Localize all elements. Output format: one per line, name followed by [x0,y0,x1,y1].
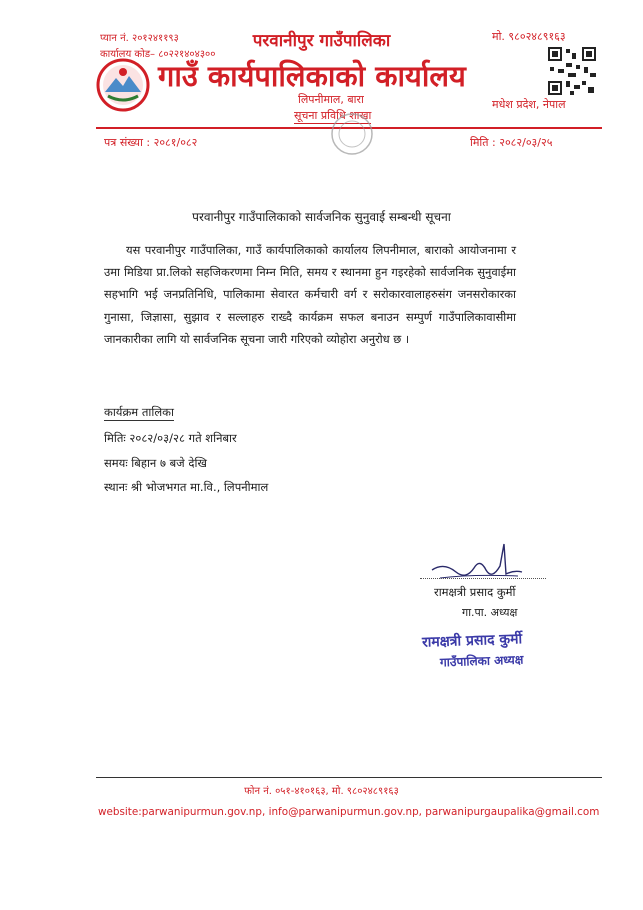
program-date: मितिः २०८२/०३/२८ गते शनिबार [104,431,237,445]
header-phone: मो. ९८०२४८९१६३ [492,30,566,43]
section-name: सूचना प्रविधि शाखा [294,109,372,122]
letter-date: मिति : २०८२/०३/२५ [470,136,553,149]
program-schedule-title: कार्यक्रम तालिका [104,405,174,419]
program-place: स्थानः श्री भोजभगत मा.वि., लिपनीमाल [104,480,269,494]
seal-post-stamp: गाउँपालिका अध्यक्ष [439,652,524,670]
program-time: समयः बिहान ७ बजे देखि [104,456,207,470]
pan-number: प्यान नं. २०१२४११९३ [100,33,179,44]
footer-divider [96,777,602,778]
office-title: गाउँ कार्यपालिकाको कार्यालय [158,59,466,93]
signer-name: रामक्षत्री प्रसाद कुर्मी [434,585,516,599]
reference-number: पत्र संख्या : २०८१/०८२ [104,136,198,149]
seal-name-stamp: रामक्षत्री प्रसाद कुर्मी [421,631,523,651]
qr-code-icon [546,45,598,97]
footer-phone: फोन नं. ०५१-४१०१६३, मो. ९८०२४८९१६३ [244,786,399,797]
office-stamp-icon [322,112,382,162]
notice-body: यस परवानीपुर गाउँपालिका, गाउँ कार्यपालिकाको कार्यालय लिपनीमाल, बाराको आयोजनामा र उमा मिडिया प्रा.लिको सहजिकरणमा निम्न मिति, समय र स्थानमा हुन गइरहेको सार्वजनिक सुनुवाईमा सहभागि भई जनप्रतिनिधि, पालिकामा सेवारत कर्मचारी वर्ग र सरोकारवालाहरुसंग जनसरोकारका गुनासा, जिज्ञासा, सुझाव र सल्लाहरु राख्दै कार्यक्रम सफल बनाउन सम्पुर्ण गाउँपालिकावासीमा जानकारीका लागि यो सार्वजनिक सूचना जारी गरिएको व्योहोरा अनुरोध छ । [104,243,516,346]
signature-line [420,578,546,579]
footer-web-links[interactable]: website:parwanipurmun.gov.np, info@parwanipurmun.gov.np, parwanipurgaupalika@gmail.com [98,806,600,818]
nepal-government-emblem-icon [96,58,150,112]
province: मधेश प्रदेश, नेपाल [492,98,566,111]
office-code: कार्यालय कोड– ८०२२१४०४३०० [100,49,216,60]
signature-icon [422,540,526,588]
municipality-name: परवानीपुर गाउँपालिका [252,31,391,51]
signer-post: गा.पा. अध्यक्ष [462,606,518,619]
office-address: लिपनीमाल, बारा [298,93,364,106]
notice-subject: परवानीपुर गाउँपालिकाको सार्वजनिक सुनुवाई सम्बन्धी सूचना [192,210,451,224]
